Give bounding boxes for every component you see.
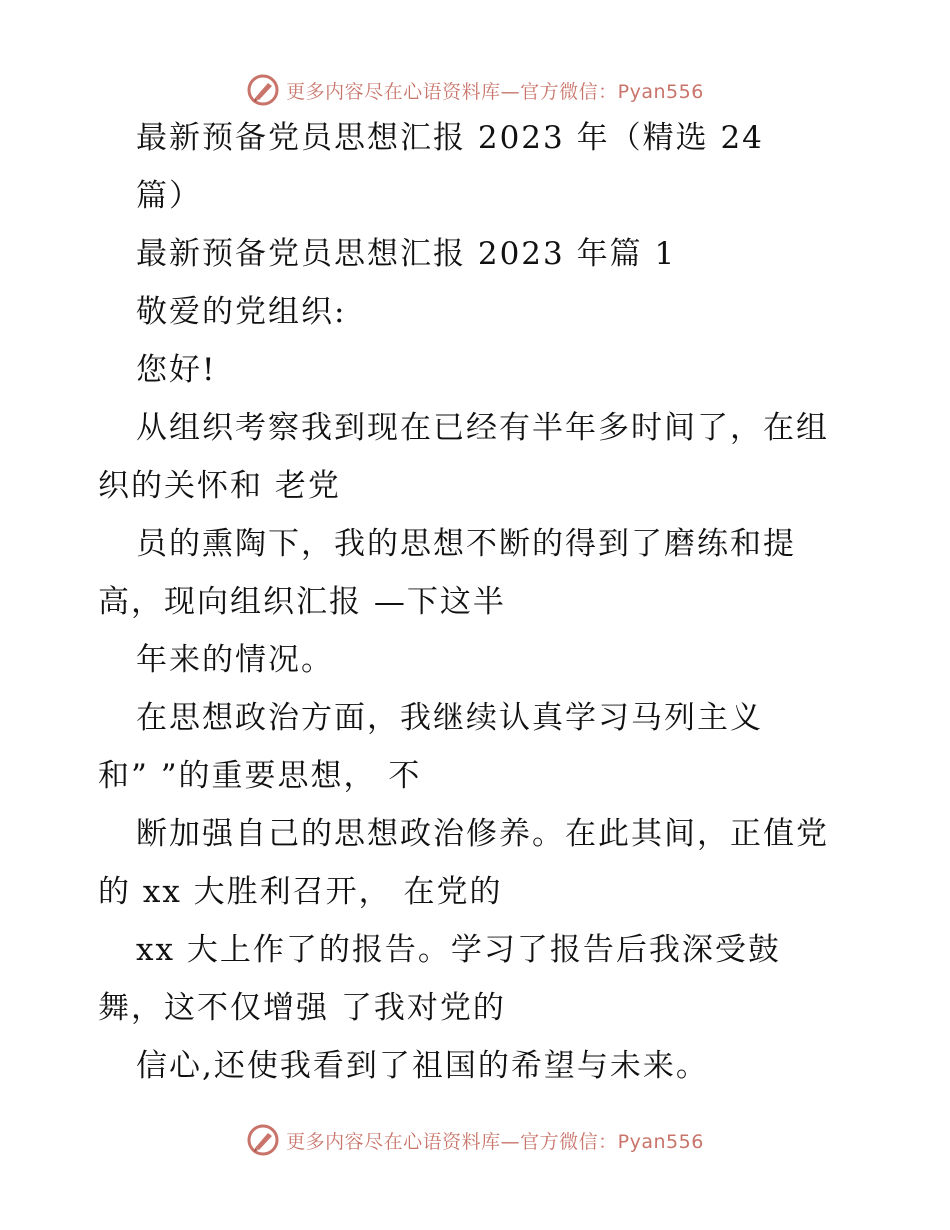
text-line: 舞，这不仅增强 了我对党的	[98, 990, 506, 1026]
text-line: xx 大上作了的报告。学习了报告后我深受鼓	[136, 932, 781, 968]
text-line: 从组织考察我到现在已经有半年多时间了，在组	[136, 410, 829, 446]
banner-text: 更多内容尽在心语资料库—官方微信：Pyan556	[286, 1130, 704, 1153]
pen-circle-logo-icon	[246, 73, 280, 107]
text-line: 的 xx 大胜利召开， 在党的	[98, 874, 503, 910]
text-line: 年来的情况。	[136, 642, 334, 678]
text-line: 高，现向组织汇报 —下这半	[98, 584, 506, 620]
header-watermark-banner	[0, 70, 950, 110]
text-line: 敬爱的党组织:	[136, 294, 347, 330]
text-line: 员的熏陶下，我的思想不断的得到了磨练和提	[136, 526, 796, 562]
text-line: 最新预备党员思想汇报 2023 年（精选 24	[136, 120, 764, 156]
text-line: 篇）	[136, 178, 202, 214]
footer-watermark-banner	[0, 1120, 950, 1160]
banner-text: 更多内容尽在心语资料库—官方微信：Pyan556	[286, 80, 704, 103]
pen-circle-logo-icon	[246, 1123, 280, 1157]
text-line: 最新预备党员思想汇报 2023 年篇 1	[136, 236, 677, 272]
document-body	[98, 120, 858, 1110]
text-line: 您好!	[136, 352, 217, 388]
text-line: 织的关怀和 老党	[98, 468, 341, 504]
text-line: 在思想政治方面，我继续认真学习马列主义	[136, 700, 763, 736]
text-line: 信心,还使我看到了祖国的希望与未来。	[136, 1048, 709, 1084]
text-line: 和” ”的重要思想， 不	[98, 758, 422, 794]
text-line: 断加强自己的思想政治修养。在此其间，正值党	[136, 816, 829, 852]
